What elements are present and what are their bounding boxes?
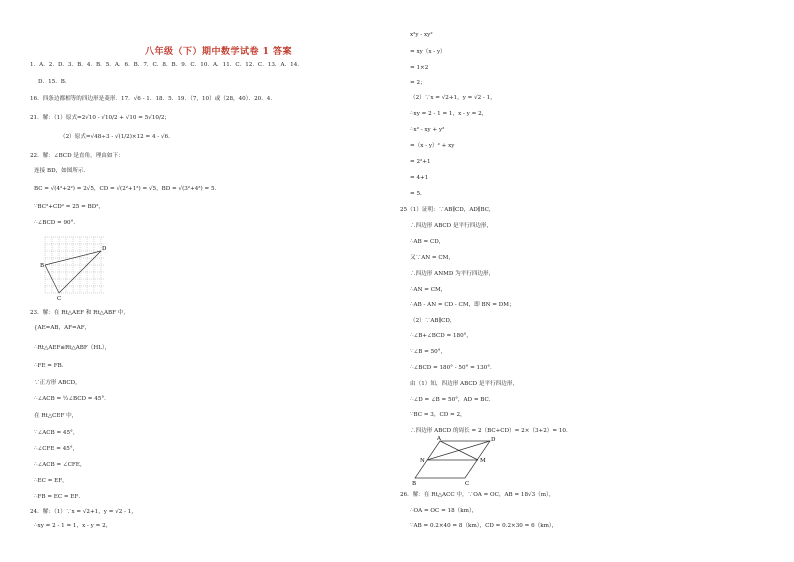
answer-line: = xy（x - y） [410, 49, 446, 55]
answer-line: 1．A．2．D．3．B．4．B．5．A．6．B．7．C．8．B．9．C．10．A．11．C．12．C．13．A．14． [30, 62, 303, 68]
answer-line: （2）∵AB∥CD， [410, 318, 456, 324]
answer-line: 22．解：∠BCD 是直角，理由如下： [30, 153, 124, 159]
answer-line: ∵AB = 0.2×40 = 8（km），CD = 0.2×30 = 6（km）， [410, 523, 558, 529]
answer-line: ∴AB - AN = CD - CM，即 BN = DM； [410, 302, 515, 308]
answer-line: D．15．B． [38, 79, 71, 85]
diagram-label: D [491, 437, 496, 443]
answer-line: 在 Rt△CEF 中， [34, 413, 78, 419]
diagram-label: D [102, 246, 107, 252]
answer-line: ∴∠BCD = 90°． [34, 220, 79, 226]
page-title: 八年级（下）期中数学试卷 1 答案 [145, 47, 293, 57]
answer-line: ∴FB = EC = EF． [34, 494, 84, 500]
answer-line: ∴∠B+∠BCD = 180°， [410, 333, 473, 339]
answer-line: ∴FE = FB． [34, 363, 68, 369]
answer-line: = 2²+1 [410, 159, 431, 165]
diagram-label: C [57, 296, 62, 302]
answer-line: =（x - y）² + xy [410, 143, 455, 149]
answer-line: 又∵AN = CM， [410, 255, 454, 261]
answer-line: ∴四边形 ANMD 为平行四边形， [410, 271, 495, 277]
grid-diagram [40, 232, 110, 302]
answer-line: ∴AB = CD， [410, 239, 445, 245]
answer-line: = 2； [410, 80, 426, 86]
answer-line: 21．解：（1）原式=2√10 - √10/2 + √10 = 5√10/2； [30, 115, 170, 121]
answer-line: ∴∠ACB = ∠CFE， [34, 462, 86, 468]
answer-line: ∵∠ACB = 45°， [34, 430, 79, 436]
parallelogram-diagram [410, 436, 500, 486]
answer-line: BC = √(4²+2²) = 2√5，CD = √(2²+1²) = √5，BD = √(3²+4²) = 5． [34, 186, 221, 192]
answer-line: 连接 BD，如图所示． [34, 168, 90, 174]
answer-line: ∴xy = 2 - 1 = 1，x - y = 2， [410, 111, 488, 117]
answer-line: 由（1）知，四边形 ABCD 是平行四边形， [410, 381, 519, 387]
diagram-label: B [40, 263, 45, 269]
answer-line: 26．解：在 Rt△ACC 中，∵OA = OC，AB = 18√3（m）， [400, 492, 555, 498]
answer-line: ∴四边形 ABCD 的周长 = 2（BC+CD）= 2×（3+2）= 10． [410, 428, 572, 434]
answer-line: ∵正方形 ABCD， [34, 380, 81, 386]
answer-line: ∴四边形 ABCD 是平行四边形， [410, 223, 493, 229]
answer-line: （2）原式=√48÷3 - √(1/2)×12 = 4 - √6． [60, 134, 174, 140]
diagram-label: B [412, 481, 417, 486]
answer-line: ∴∠D = ∠B = 50°，AD = BC． [410, 397, 495, 403]
answer-line: ∵∠B = 50°， [410, 349, 447, 355]
answer-line: x²y - xy² [410, 32, 433, 38]
answer-line: {AE=AB，AF=AF， [34, 325, 91, 331]
answer-line: 24．解：（1）∵x = √2+1，y = √2 - 1， [30, 509, 137, 515]
answer-line: = 4+1 [410, 175, 429, 181]
answer-line: ∴∠BCD = 180° - 50° = 130°． [410, 365, 496, 371]
answer-line: 16．四条边都相等的四边形是菱形．17．√6 - 1．18．5．19．（7，10）或（28，40）．20．4． [30, 96, 276, 102]
answer-line: 23．解：在 Rt△AEF 和 Rt△ABF 中， [30, 310, 129, 316]
diagram-label: M [480, 458, 486, 464]
answer-line: ∵BC²+CD² = 25 = BD²， [34, 204, 105, 210]
answer-line: ∴xy = 2 - 1 = 1，x - y = 2， [34, 523, 112, 529]
answer-line: ∴∠CFE = 45°， [34, 446, 79, 452]
answer-line: = 5． [410, 191, 426, 197]
answer-line: ∴EC = EF， [34, 478, 68, 484]
diagram-label: C [465, 481, 470, 486]
answer-line: ∴OA = OC = 18（km）， [410, 508, 478, 514]
answer-line: ∵BC = 3，CD = 2， [410, 412, 466, 418]
diagram-label: A [437, 436, 441, 442]
answer-line: 25（1）证明：∵AB∥CD，AD∥BC， [400, 207, 495, 213]
diagram-label: N [420, 458, 425, 464]
answer-line: ∴∠ACB = ½∠BCD = 45°． [34, 396, 110, 402]
answer-line: = 1×2 [410, 65, 429, 71]
answer-line: ∴AN = CM， [410, 287, 447, 293]
answer-line: （2）∵x = √2+1，y = √2 - 1， [410, 95, 496, 101]
answer-line: ∴x² - xy + y² [410, 127, 445, 133]
answer-line: ∴Rt△AEF≌Rt△ABF（HL）， [34, 345, 111, 351]
